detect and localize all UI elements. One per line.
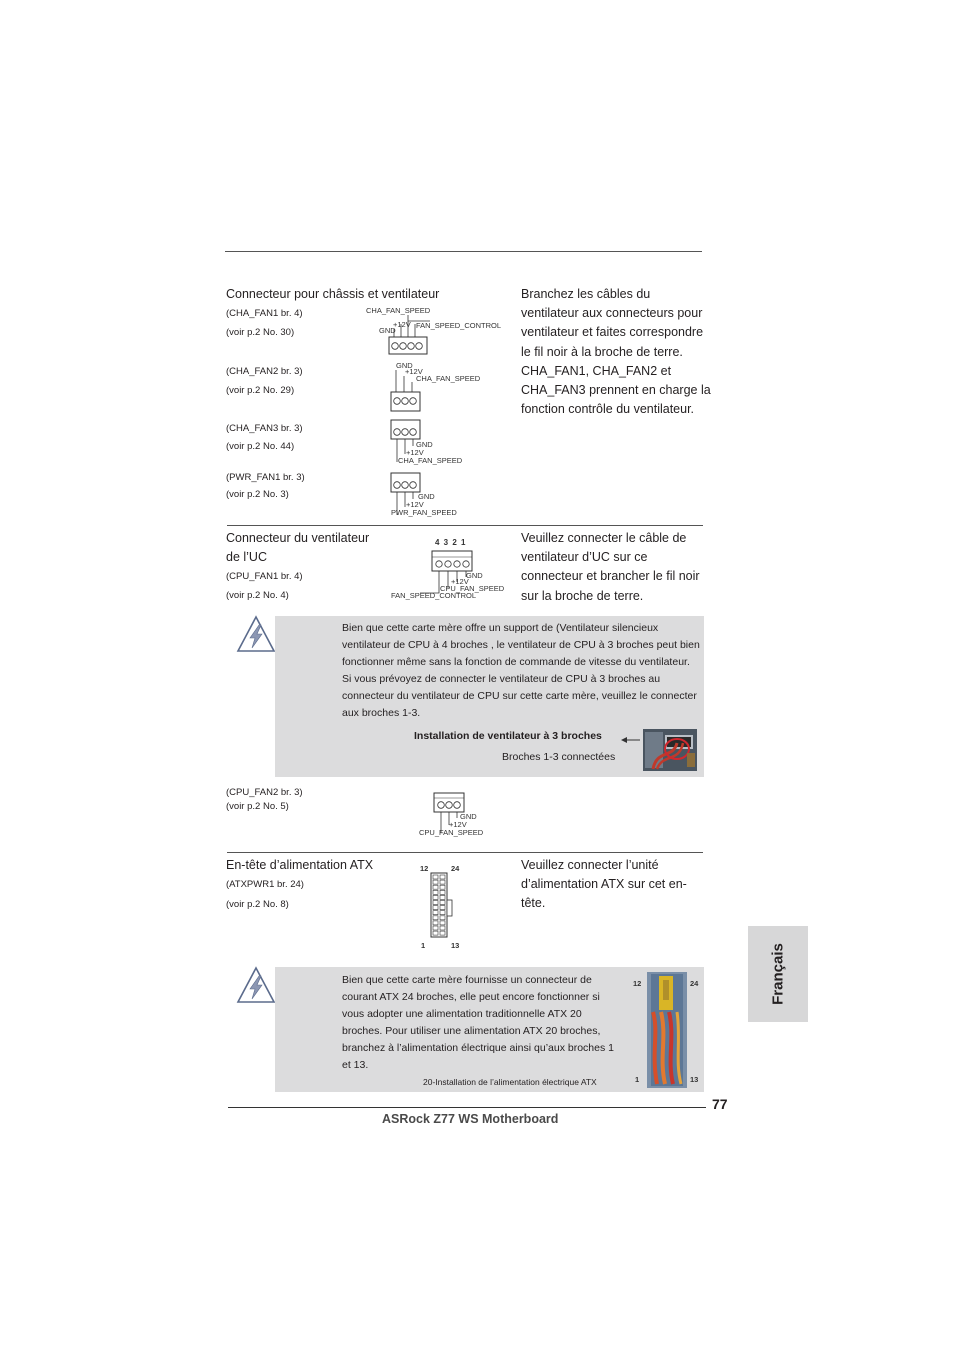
atx-name: (ATXPWR1 br. 24)	[226, 879, 304, 890]
cpu-fan1-ref: (voir p.2 No. 4)	[226, 590, 289, 601]
section-divider	[227, 525, 703, 526]
cha-fan2-name: (CHA_FAN2 br. 3)	[226, 366, 303, 377]
note-fan-text: Bien que cette carte mère offre un support de (Ventilateur silencieux ventilateur de CPU à 4 broches , le ventilateur de CPU à 3 broches peut bien fonctionner même sans la fonction de commande de vitesse du ventilateur. Si vous prévoyez de connecter le ventilateur de CPU à 3 broches au connecteur du ventilateur de CPU sur cette carte mère, veuillez le connecter aux broches 1-3.	[342, 622, 700, 719]
language-tab	[748, 926, 808, 1022]
cha-fan1-ref: (voir p.2 No. 30)	[226, 327, 295, 338]
page-number: 77	[712, 1096, 728, 1112]
fan-pins-connected: Broches 1-3 connectées	[502, 751, 616, 763]
cpu-title-line2: de l’UC	[226, 550, 267, 564]
cpu-description: Veuillez connecter le câble de ventilateur d’UC sur ce connecteur et brancher le fil noir sur la broche de terre.	[521, 531, 700, 603]
cpu-fan1-name: (CPU_FAN1 br. 4)	[226, 571, 303, 582]
cha-fan2-ref: (voir p.2 No. 29)	[226, 385, 295, 396]
atx-photo-label-bl: 1	[635, 1075, 640, 1084]
footer-rule	[228, 1107, 706, 1108]
pwr-fan1-ref: (voir p.2 No. 3)	[226, 489, 289, 500]
cpu-fan2-ref: (voir p.2 No. 5)	[226, 801, 289, 812]
cha-fan2-connector-icon	[388, 362, 424, 414]
atx-photo-label-tr: 24	[690, 979, 699, 988]
cha-fan1-name: (CHA_FAN1 br. 4)	[226, 308, 303, 319]
cha-fan1-connector-icon	[386, 315, 431, 357]
atx-ref: (voir p.2 No. 8)	[226, 899, 289, 910]
atx-photo-label-br: 13	[690, 1075, 699, 1084]
warning-icon	[236, 615, 276, 653]
warning-icon-2	[236, 966, 276, 1004]
atx-caption: 20-Installation de l’alimentation électrique ATX	[423, 1077, 597, 1087]
section-divider-2	[227, 852, 703, 853]
cpu-fan2-name: (CPU_FAN2 br. 3)	[226, 787, 303, 798]
language-tab-label: Français	[769, 943, 787, 1005]
arrow-left-icon	[621, 735, 641, 745]
footer-product: ASRock Z77 WS Motherboard	[382, 1112, 559, 1126]
fan-install-label: Installation de ventilateur à 3 broches	[414, 730, 602, 742]
atx-photo-label-tl: 12	[633, 979, 642, 988]
header-rule	[225, 251, 702, 252]
chassis-title: Connecteur pour châssis et ventilateur	[226, 287, 440, 301]
atx-connector-icon	[430, 872, 454, 938]
note-atx-text: Bien que cette carte mère fournisse un connecteur de courant ATX 24 broches, elle peut encore fonctionner si vous adopter une alimentation traditionnelle ATX 20 broches. Pour utiliser une alimentation ATX 20 broches, branchez à l’alimentation électrique ainsi qu’aux broches 1 et 13.	[342, 974, 614, 1071]
cha-fan3-name: (CHA_FAN3 br. 3)	[226, 423, 303, 434]
fan-install-photo	[643, 729, 697, 771]
atx-install-photo	[647, 972, 687, 1088]
atx-title: En-tête d’alimentation ATX	[226, 858, 374, 872]
cha-fan3-ref: (voir p.2 No. 44)	[226, 441, 295, 452]
atx-description: Veuillez connecter l’unité d’alimentation ATX sur cet en-tête.	[521, 858, 687, 911]
cpu-title-line1: Connecteur du ventilateur	[226, 531, 370, 545]
pwr-fan1-name: (PWR_FAN1 br. 3)	[226, 472, 305, 483]
chassis-description: Branchez les câbles du ventilateur aux connecteurs pour ventilateur et faites correspondre le fil noir à la broche de terre. CHA_FAN1, CHA_FAN2 et CHA_FAN3 prennent en charge la fonction contrôle du ventilateur.	[521, 287, 711, 417]
